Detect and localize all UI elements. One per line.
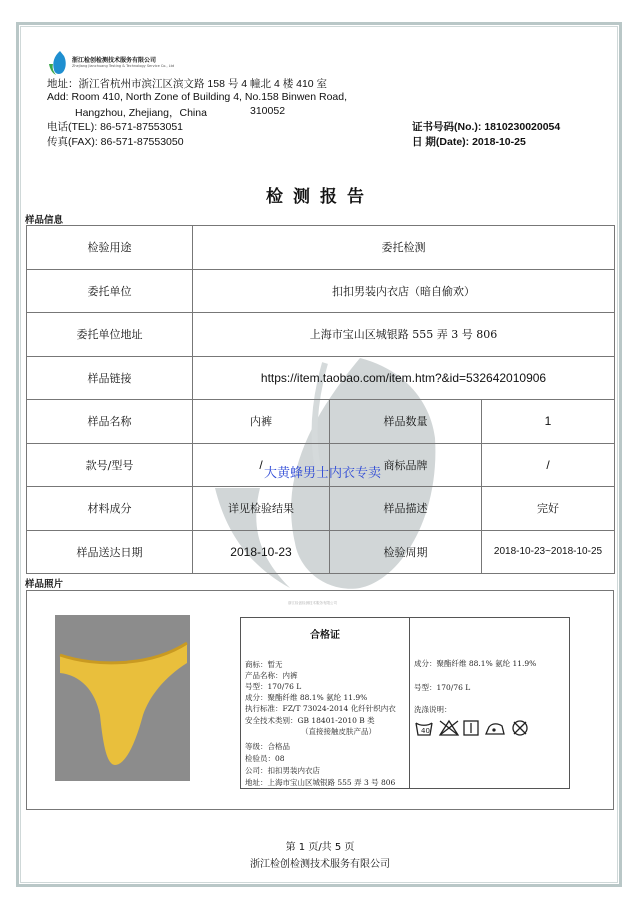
delivery-date-label: 样品送达日期	[27, 530, 193, 574]
brand-label: 商标品牌	[330, 443, 482, 487]
cert-care-label: 洗涤说明：	[414, 705, 452, 714]
material-value: 详见检验结果	[193, 487, 330, 531]
company-logo-name: 浙江检创检测技术服务有限公司	[72, 57, 157, 64]
cert-composition: 成分：聚酯纤维 88.1% 氨纶 11.9%	[245, 693, 368, 702]
company-logo-subtitle: Zhejiang Jianchuang Testing & Technology Service Co., Ltd	[72, 64, 175, 68]
watermark-text: 大黄蜂男士内衣专卖	[264, 466, 382, 481]
sample-name-value: 内裤	[193, 400, 330, 444]
certificate-label	[240, 617, 570, 789]
address-en-line1: Add: Room 410, North Zone of Building 4, No.158 Binwen Road,	[47, 91, 348, 103]
cert-inspector: 检验员：08	[245, 754, 285, 763]
section-sample-info: 样品信息	[25, 215, 64, 226]
sample-name-label: 样品名称	[27, 400, 193, 444]
cert-address: 地址：上海市宝山区城银路 555 弄 3 号 806	[245, 778, 396, 787]
certificate-divider	[409, 618, 410, 788]
watermark-small-text: 浙江检创检测技术服务有限公司	[288, 601, 337, 605]
cert-grade: 等级：合格品	[245, 742, 290, 751]
cert-company: 公司：扣扣男装内衣店	[245, 766, 320, 775]
cert-safety-note: （直接接触皮肤产品）	[301, 727, 376, 736]
address-cn: 地址：浙江省杭州市滨江区滨文路 158 号 4 幢北 4 楼 410 室	[47, 78, 328, 90]
sample-link-value[interactable]: https://item.taobao.com/item.htm?&id=532642010906	[193, 356, 615, 400]
description-label: 样品描述	[330, 487, 482, 531]
description-value: 完好	[482, 487, 615, 531]
brand-value: /	[482, 443, 615, 487]
purpose-value: 委托检测	[193, 226, 615, 270]
delivery-date-value: 2018-10-23	[193, 530, 330, 574]
svg-text:40: 40	[421, 727, 430, 735]
purpose-label: 检验用途	[27, 226, 193, 270]
report-date: 日 期(Date): 2018-10-25	[412, 136, 526, 148]
company-logo-icon	[46, 50, 68, 76]
client-address-value: 上海市宝山区城银路 555 弄 3 号 806	[193, 313, 615, 357]
client-value: 扣扣男装内衣店（暗自偷欢）	[193, 269, 615, 313]
cert-trademark: 商标：暂无	[245, 660, 283, 669]
cert-right-size: 号型：170/76 L	[414, 683, 471, 692]
material-label: 材料成分	[27, 487, 193, 531]
certificate-title: 合格证	[310, 630, 340, 641]
report-title: 检测报告	[266, 187, 374, 207]
section-sample-photo: 样品照片	[25, 579, 64, 590]
period-value: 2018-10-23~2018-10-25	[482, 530, 615, 574]
briefs-image-icon	[55, 615, 190, 781]
sample-qty-label: 样品数量	[330, 400, 482, 444]
fax: 传真(FAX): 86-571-87553050	[47, 136, 184, 148]
cert-safety: 安全技术类别：GB 18401-2010 B 类	[245, 716, 375, 725]
period-label: 检验周期	[330, 530, 482, 574]
sample-qty-value: 1	[482, 400, 615, 444]
client-address-label: 委托单位地址	[27, 313, 193, 357]
client-label: 委托单位	[27, 269, 193, 313]
certificate-number: 证书号码(No.): 1810230020054	[412, 121, 561, 133]
address-en-line2: Hangzhou, Zhejiang，China	[75, 107, 207, 119]
sample-info-table	[26, 225, 615, 574]
cert-size: 号型：170/76 L	[245, 682, 302, 691]
sample-link-label: 样品链接	[27, 356, 193, 400]
footer-company: 浙江检创检测技术服务有限公司	[250, 859, 390, 870]
model-value: /	[193, 443, 330, 487]
sample-photo	[55, 615, 190, 781]
page-number: 第 1 页/共 5 页	[285, 842, 355, 853]
cert-standard: 执行标准：FZ/T 73024-2014 化纤针织内衣	[245, 704, 396, 713]
tel: 电话(TEL): 86-571-87553051	[47, 121, 183, 133]
care-symbols-icon	[414, 718, 534, 738]
cert-right-composition: 成分：聚酯纤维 88.1% 氨纶 11.9%	[414, 659, 537, 668]
cert-product: 产品名称：内裤	[245, 671, 298, 680]
model-label: 款号/型号	[27, 443, 193, 487]
postcode: 310052	[250, 105, 286, 117]
